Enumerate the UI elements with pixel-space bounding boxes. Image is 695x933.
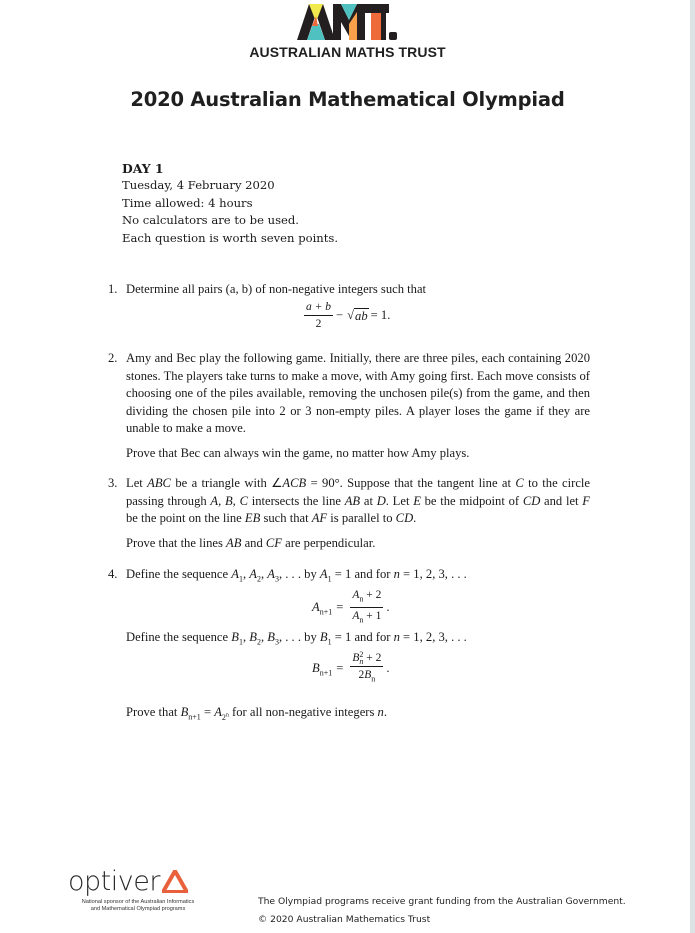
points-rule: Each question is worth seven points.	[122, 230, 339, 245]
question-task: Prove that Bec can always win the game, no matter how Amy plays.	[126, 445, 470, 460]
numerator: a + b	[304, 300, 333, 316]
question-2	[108, 350, 590, 463]
sponsor-note: National sponsor of the Australian Informatics and Mathematical Olympiad programs	[81, 899, 195, 912]
equation-1	[301, 300, 390, 331]
denominator: $A_n + 1$	[352, 610, 382, 625]
sequence-a-definition: Define the sequence $A_1$, $A_2$, $A_3$, . . . by $A_1 = 1$ and for n = 1, 2, 3, . . .	[126, 567, 467, 584]
question-4	[108, 566, 590, 588]
question-4-task	[108, 704, 590, 726]
fraction	[350, 651, 383, 687]
footer-text	[258, 893, 626, 929]
minus-sign: −	[336, 308, 344, 322]
sequence-b-definition: Define the sequence $B_1$, $B_2$, $B_3$, . . . by $B_1 = 1$ and for n = 1, 2, 3, . . .	[126, 630, 467, 647]
equals-sign: =	[336, 661, 344, 676]
sponsor-block	[68, 868, 218, 913]
period: .	[386, 661, 390, 676]
sqrt-sign: √	[347, 308, 355, 322]
optiver-logo: optiver	[68, 868, 218, 896]
organisation-name: AUSTRALIAN MATHS TRUST	[249, 44, 446, 60]
denominator: 2	[315, 318, 322, 330]
document-title: 2020 Australian Mathematical Olympiad	[130, 88, 565, 111]
question-text: Let ABC be a triangle with ∠ACB = 90°. Suppose that the tangent line at C to the circle passing through A, B, C intersects the line AB at D. Let E be the midpoint of CD and let F be the point on the line EB such that AF is parallel to CD.	[126, 476, 590, 526]
equation-lhs: $B_{n+1}$	[312, 660, 333, 678]
day-heading: DAY 1	[122, 161, 164, 176]
calculator-rule: No calculators are to be used.	[122, 213, 299, 228]
exam-info	[122, 160, 338, 247]
page-edge	[690, 0, 695, 933]
numerator: $A_n + 2$	[350, 588, 383, 608]
question-number: 3.	[108, 476, 118, 490]
radicand: ab	[355, 308, 368, 323]
question-1	[108, 281, 590, 299]
question-task: Prove that the lines AB and CF are perpendicular.	[126, 535, 376, 550]
question-number: 1.	[108, 282, 118, 296]
numerator: B 2 n + 2	[352, 650, 382, 667]
question-4-part-b	[108, 629, 590, 651]
period: .	[386, 600, 390, 615]
equation-b	[312, 651, 390, 687]
question-number: 4.	[108, 567, 118, 581]
optiver-triangle-icon	[162, 870, 188, 893]
question-3	[108, 475, 590, 552]
equation-rhs: = 1.	[370, 308, 391, 322]
exam-date: Tuesday, 4 February 2020	[122, 178, 275, 193]
question-task: Prove that $B_{n+1} = A_{2^n}$ for all non-negative integers n.	[126, 705, 387, 722]
fraction	[304, 300, 333, 331]
copyright: © 2020 Australian Mathematics Trust	[258, 914, 431, 925]
funding-note: The Olympiad programs receive grant funding from the Australian Government.	[258, 896, 626, 907]
time-allowed: Time allowed: 4 hours	[122, 195, 253, 210]
question-text: Amy and Bec play the following game. Initially, there are three piles, each containing 2020 stones. The players take turns to make a move, with Amy going first. Each move consists of choosing one of the piles available, removing the unchosen pile(s) from the game, and then dividing the chosen pile into 2 or 3 non-empty piles. A player loses the game if they are unable to make a move.	[126, 351, 590, 436]
equation-a	[312, 588, 390, 628]
equation-lhs: $A_{n+1}$	[312, 599, 333, 617]
question-text: Determine all pairs (a, b) of non-negative integers such that	[126, 282, 427, 296]
equals-sign: =	[336, 600, 344, 615]
question-number: 2.	[108, 351, 118, 365]
fraction	[350, 588, 383, 628]
denominator: $2B_n$	[358, 669, 376, 684]
amt-logo	[297, 4, 397, 40]
